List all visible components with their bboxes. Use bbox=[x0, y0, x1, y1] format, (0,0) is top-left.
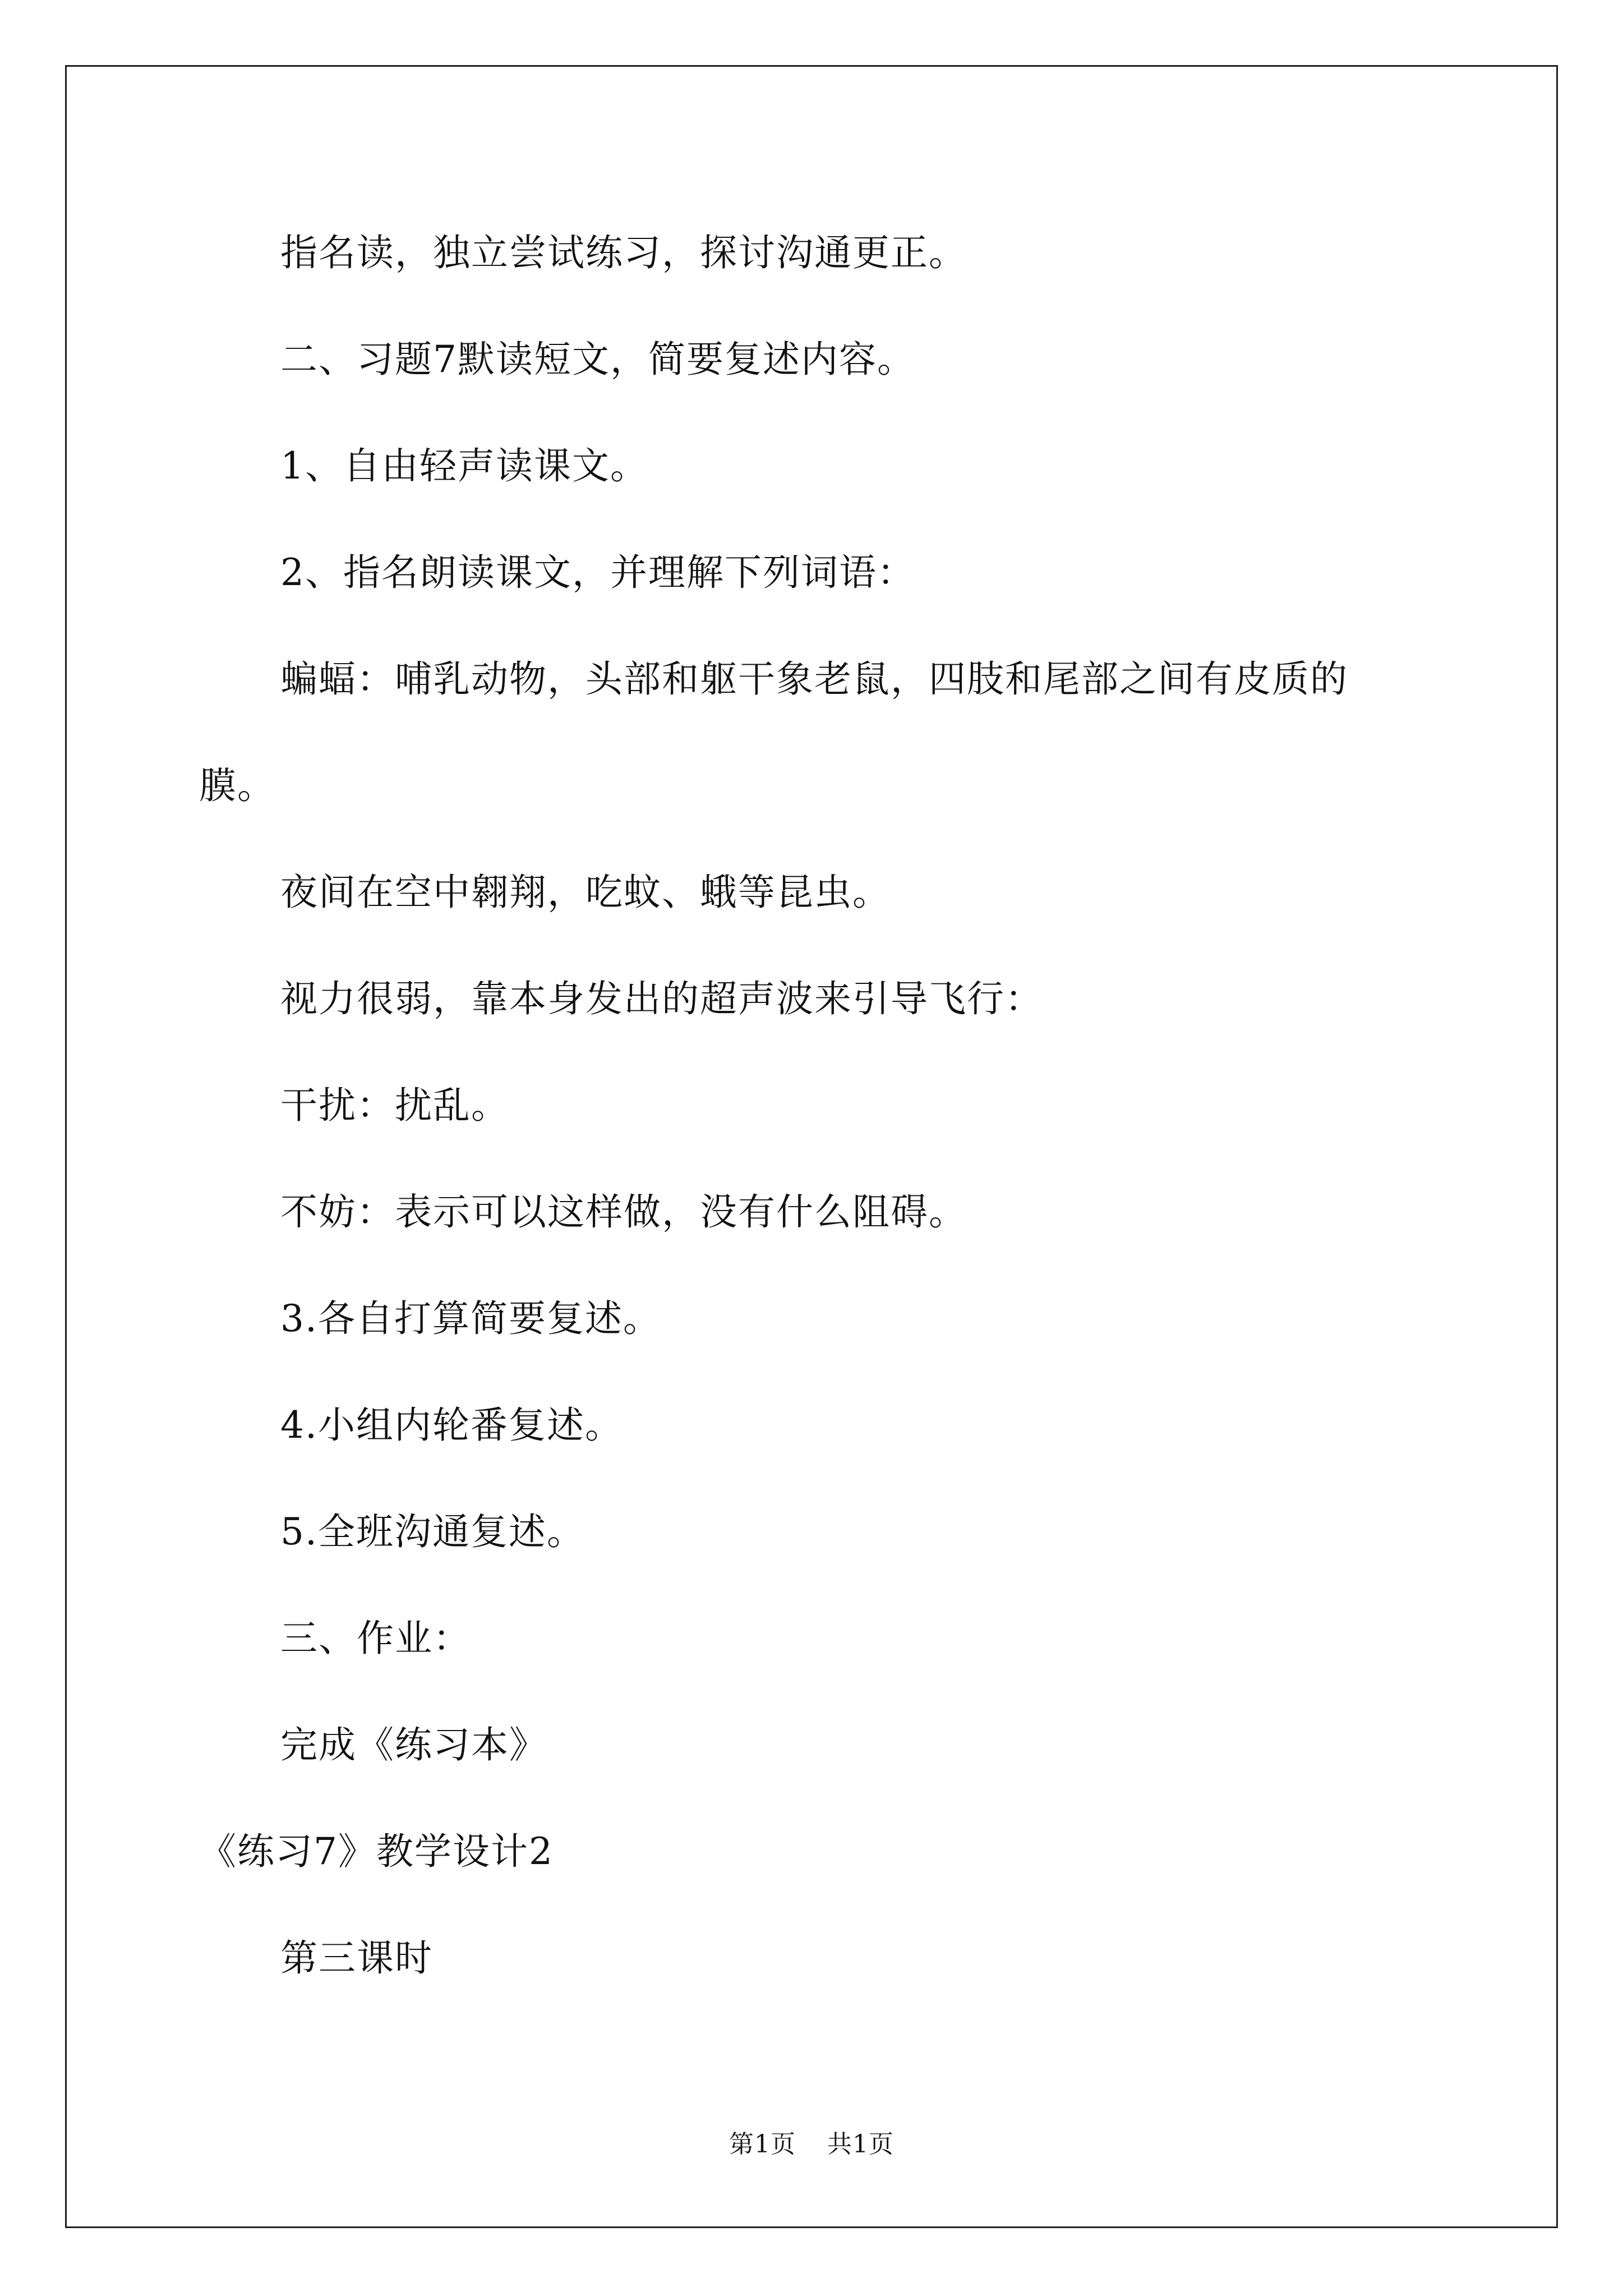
page-border bbox=[65, 65, 1558, 2228]
body-line-13: 5.全班沟通复述。 bbox=[280, 1510, 585, 1553]
body-line-3: 1、自由轻声读课文。 bbox=[280, 444, 648, 487]
body-line-17: 第三课时 bbox=[280, 1936, 433, 1980]
section-heading: 《练习7》教学设计2 bbox=[199, 1830, 554, 1873]
body-line-7: 夜间在空中翱翔，吃蚊、蛾等昆虫。 bbox=[280, 871, 891, 914]
body-line-4: 2、指名朗读课文，并理解下列词语： bbox=[280, 551, 915, 594]
body-line-10: 不妨：表示可以这样做，没有什么阻碍。 bbox=[280, 1190, 967, 1234]
page-total: 共1页 bbox=[827, 2130, 894, 2159]
body-line-11: 3.各自打算简要复述。 bbox=[280, 1297, 661, 1340]
page-number: 第1页 bbox=[729, 2130, 796, 2159]
body-line-8: 视力很弱，靠本身发出的超声波来引导飞行： bbox=[280, 977, 1043, 1020]
body-line-1: 指名读，独立尝试练习，探讨沟通更正。 bbox=[280, 231, 967, 274]
body-line-5: 蝙蝠：哺乳动物，头部和躯干象老鼠，四肢和尾部之间有皮质的 bbox=[280, 657, 1348, 701]
body-line-12: 4.小组内轮番复述。 bbox=[280, 1404, 623, 1447]
body-line-6: 膜。 bbox=[199, 764, 275, 807]
body-line-9: 干扰：扰乱。 bbox=[280, 1084, 509, 1127]
body-line-2: 二、习题7默读短文，简要复述内容。 bbox=[280, 338, 915, 381]
page-footer bbox=[0, 2129, 1623, 2160]
body-line-14: 三、作业： bbox=[280, 1617, 471, 1660]
body-line-15: 完成《练习本》 bbox=[280, 1723, 547, 1766]
